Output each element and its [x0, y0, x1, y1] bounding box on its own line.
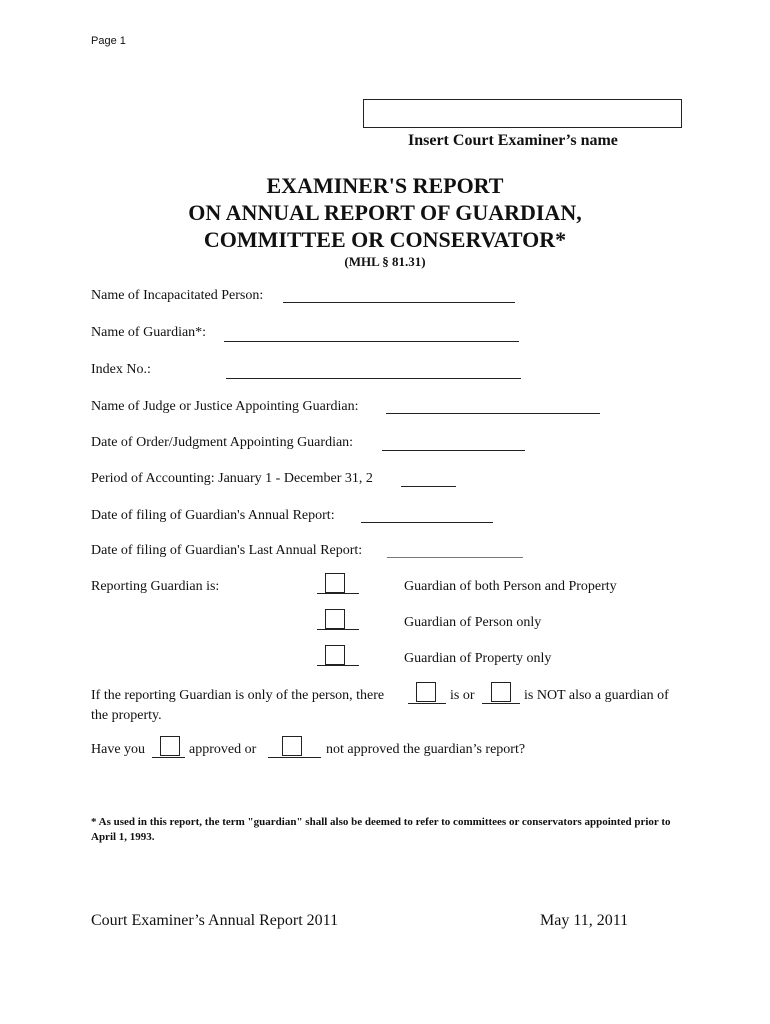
footnote: * As used in this report, the term "guardian" shall also be deemed to refer to committees or conservators appointed prior to April 1, 1993.	[91, 816, 671, 843]
filing-date-label: Date of filing of Guardian's Annual Report:	[91, 508, 335, 523]
examiner-name-caption: Insert Court Examiner’s name	[408, 132, 618, 149]
person-only-text: If the reporting Guardian is only of the person, there	[91, 688, 385, 703]
period-year-field[interactable]	[401, 486, 456, 487]
property-only-checkbox[interactable]	[325, 645, 345, 665]
checkbox-underline	[317, 665, 359, 666]
not-approved-checkbox[interactable]	[282, 736, 302, 756]
guardian-name-label: Name of Guardian*:	[91, 325, 207, 340]
incapacitated-person-label: Name of Incapacitated Person:	[91, 288, 264, 303]
examiner-name-input[interactable]	[363, 99, 682, 128]
option-both-label: Guardian of both Person and Property	[404, 579, 617, 594]
checkbox-underline	[317, 593, 359, 594]
both-person-property-checkbox[interactable]	[325, 573, 345, 593]
judge-field[interactable]	[386, 413, 600, 414]
title-line-2: ON ANNUAL REPORT OF GUARDIAN,	[188, 200, 582, 225]
statute-reference: (MHL § 81.31)	[344, 254, 426, 269]
index-no-field[interactable]	[226, 378, 521, 379]
checkbox-underline	[317, 629, 359, 630]
footer-report-title: Court Examiner’s Annual Report 2011	[91, 912, 339, 929]
page-number: Page 1	[91, 35, 126, 47]
last-filing-date-field[interactable]	[387, 557, 523, 558]
incapacitated-person-field[interactable]	[283, 302, 515, 303]
not-approved-text: not approved the guardian’s report?	[326, 742, 526, 757]
checkbox-underline	[152, 757, 185, 758]
have-you-text: Have you	[91, 742, 146, 757]
judge-label: Name of Judge or Justice Appointing Guardian:	[91, 399, 359, 414]
is-not-guardian-property-checkbox[interactable]	[491, 682, 511, 702]
filing-date-field[interactable]	[361, 522, 493, 523]
last-filing-date-label: Date of filing of Guardian's Last Annual Report:	[91, 543, 363, 558]
option-property-label: Guardian of Property only	[404, 651, 552, 666]
checkbox-underline	[268, 757, 321, 758]
option-person-label: Guardian of Person only	[404, 615, 542, 630]
period-label: Period of Accounting: January 1 - December 31, 2	[91, 471, 373, 486]
reporting-guardian-label: Reporting Guardian is:	[91, 579, 220, 594]
approved-checkbox[interactable]	[160, 736, 180, 756]
checkbox-underline	[482, 703, 520, 704]
is-guardian-property-checkbox[interactable]	[416, 682, 436, 702]
title-line-3: COMMITTEE OR CONSERVATOR*	[203, 227, 567, 252]
title-line-1: EXAMINER'S REPORT	[266, 173, 504, 198]
is-not-text: is NOT also a guardian of	[524, 688, 669, 703]
person-only-checkbox[interactable]	[325, 609, 345, 629]
order-date-field[interactable]	[382, 450, 525, 451]
the-property-text: the property.	[91, 708, 162, 723]
is-or-text: is or	[450, 688, 475, 703]
footer-date: May 11, 2011	[540, 912, 629, 929]
order-date-label: Date of Order/Judgment Appointing Guardian:	[91, 435, 354, 450]
checkbox-underline	[408, 703, 446, 704]
approved-text: approved or	[189, 742, 257, 757]
index-no-label: Index No.:	[91, 362, 151, 377]
guardian-name-field[interactable]	[224, 341, 519, 342]
